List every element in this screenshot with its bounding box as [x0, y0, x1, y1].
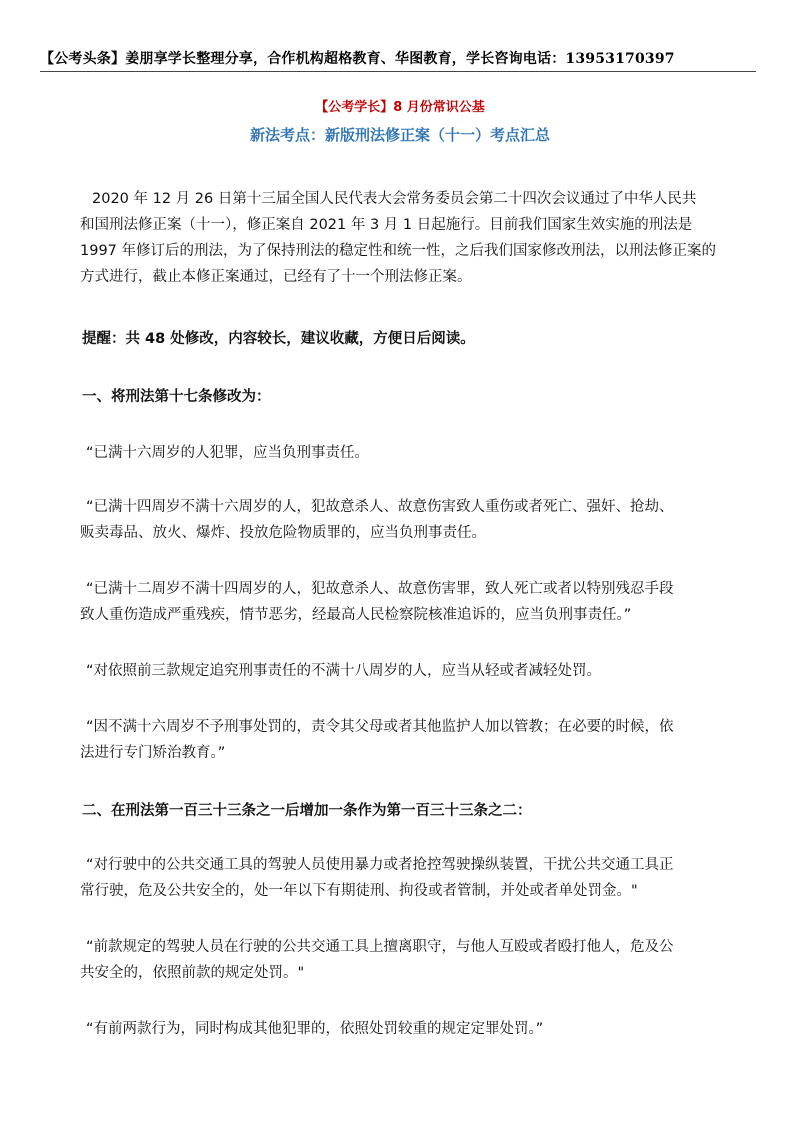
paragraph-line: “已满十二周岁不满十四周岁的人，犯故意杀人、故意伤害罪，致人死亡或者以特别残忍手段 — [86, 581, 674, 597]
intro-line: 方式进行，截止本修正案通过，已经有了十一个刑法修正案。 — [80, 269, 472, 285]
paragraph-line: “已满十四周岁不满十六周岁的人，犯故意杀人、故意伤害致人重伤或者死亡、强奸、抢劫、 — [86, 499, 674, 515]
document-subtitle: 【公考学长】8 月份常识公基 — [315, 100, 485, 115]
paragraph-line: “对行驶中的公共交通工具的驾驶人员使用暴力或者抢控驾驶操纵装置，干扰公共交通工具正 — [86, 857, 674, 873]
reminder-note — [82, 326, 742, 352]
paragraph-line: “因不满十六周岁不予刑事处罚的，责令其父母或者其他监护人加以管教；在必要的时候，依 — [86, 719, 674, 735]
intro-line: 和国刑法修正案（十一），修正案自 2021 年 3 月 1 日起施行。目前我们国家生效实施的刑法是 — [80, 217, 693, 233]
paragraph-line: “前款规定的驾驶人员在行驶的公共交通工具上擅离职守，与他人互殴或者殴打他人，危及公 — [86, 939, 674, 955]
paragraph-line: 常行驶，危及公共安全的，处一年以下有期徒刑、拘役或者管制，并处或者单处罚金。" — [80, 883, 638, 899]
page-header: 【公考头条】姜朋享学长整理分享，合作机构超格教育、华图教育，学长咨询电话：13953170397 — [40, 51, 675, 67]
reminder-text: 提醒：共 48 处修改，内容较长，建议收藏，方便日后阅读。 — [82, 331, 475, 347]
section-2-paragraph-1 — [80, 852, 746, 904]
paragraph-line: 致人重伤造成严重残疾，情节恶劣，经最高人民检察院核准追诉的，应当负刑事责任。” — [80, 607, 632, 623]
paragraph-line: “有前两款行为，同时构成其他犯罪的，依照处罚较重的规定定罪处罚。” — [86, 1021, 544, 1037]
intro-paragraph — [80, 186, 752, 290]
section-1-paragraph-4 — [86, 658, 746, 684]
section-1-paragraph-5 — [80, 714, 746, 766]
section-2-paragraph-2 — [80, 934, 746, 986]
paragraph-line: “已满十六周岁的人犯罪，应当负刑事责任。 — [86, 445, 370, 461]
section-heading-text: 一、将刑法第十七条修改为： — [82, 389, 271, 405]
paragraph-line: “对依照前三款规定追究刑事责任的不满十八周岁的人，应当从轻或者减轻处罚。 — [86, 663, 602, 679]
paragraph-line: 法进行专门矫治教育。” — [80, 745, 226, 761]
intro-line: 2020 年 12 月 26 日第十三届全国人民代表大会常务委员会第二十四次会议通过了中华人民共 — [92, 191, 697, 207]
header-divider — [40, 71, 756, 72]
section-2-paragraph-3 — [86, 1016, 746, 1042]
section-2-heading — [82, 798, 742, 824]
section-heading-text: 二、在刑法第一百三十三条之一后增加一条作为第一百三十三条之二： — [82, 803, 532, 819]
paragraph-line: 贩卖毒品、放火、爆炸、投放危险物质罪的，应当负刑事责任。 — [80, 525, 486, 541]
section-1-heading — [82, 384, 742, 410]
document-title: 新法考点：新版刑法修正案（十一）考点汇总 — [249, 126, 550, 144]
section-1-paragraph-2 — [80, 494, 746, 546]
section-1-paragraph-1 — [86, 440, 746, 466]
paragraph-line: 共安全的，依照前款的规定处罚。" — [80, 965, 305, 981]
intro-line: 1997 年修订后的刑法，为了保持刑法的稳定性和统一性，之后我们国家修改刑法，以刑法修正案的 — [80, 243, 717, 259]
section-1-paragraph-3 — [80, 576, 746, 628]
